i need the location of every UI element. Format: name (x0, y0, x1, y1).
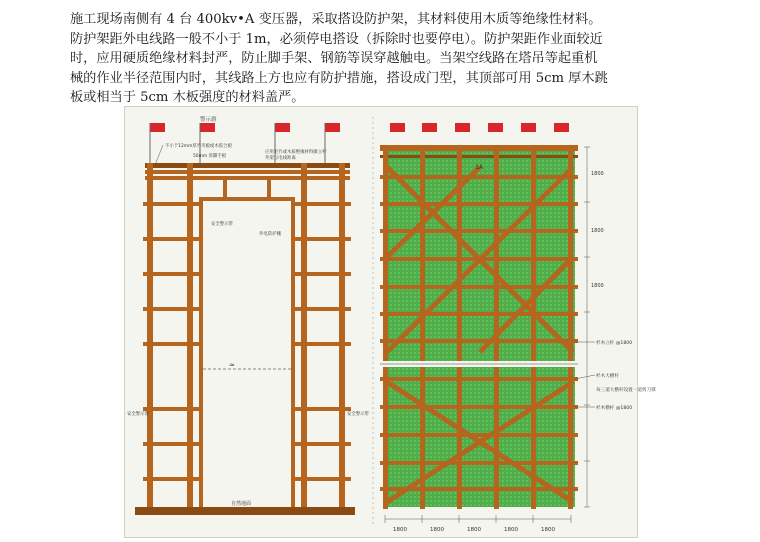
left-elevation-view (127, 115, 370, 515)
pole (147, 163, 153, 507)
ground-label: 自然地面 (231, 501, 252, 507)
warning-flag (275, 123, 290, 132)
dimension-label: 1800 (591, 228, 604, 234)
gate-beam (199, 197, 295, 201)
dimension-label: 1800 (541, 527, 555, 533)
warning-flag (390, 123, 405, 132)
warning-flag (521, 123, 536, 132)
pole (301, 163, 307, 507)
top-board (145, 170, 350, 174)
warning-flag (554, 123, 569, 132)
dimension-label: 1800 (430, 527, 444, 533)
scaffold-drawing (125, 107, 656, 537)
annotation: 杉木大横杆 (596, 374, 619, 379)
annotation: 外电防护棚 (259, 232, 281, 237)
warning-flag (200, 123, 215, 132)
warning-flags-left (150, 123, 340, 163)
intro-paragraph (70, 10, 710, 108)
paragraph-line: 时，应用硬质绝缘材料封严，防止脚手架、钢筋等误穿越触电。当架空线路在塔吊等起重机 (70, 51, 598, 67)
warning-flag (455, 123, 470, 132)
right-elevation-view (380, 123, 656, 533)
top-mark: 1A (475, 164, 483, 171)
annotation: 50mm 厚脚手板 (193, 154, 227, 159)
scaffold-protection-figure (124, 106, 656, 538)
annotation: 杉木立杆 @1800 (596, 341, 633, 346)
warning-flags-right (390, 123, 569, 132)
gate-post (199, 197, 203, 507)
annotation: 外架与电线距离 (265, 156, 296, 161)
annotation: 每三道大横杆设置一道剪刀撑 (596, 388, 656, 393)
paragraph-line: 械的作业半径范围内时，其线路上方也应有防护措施，搭设成门型，其顶部可用 5cm 厚木跳 (70, 70, 608, 86)
flag-label: 警示旗 (200, 117, 217, 123)
annotation: 应用毛竹或木质绝缘材料做立杆 (265, 150, 327, 155)
annotation: 安全警示带 (347, 412, 369, 417)
gate-post (291, 197, 295, 507)
paragraph-line: 防护架距外电线路一般不小于 1m，必须停电搭设（拆除时也要停电）。防护架距作业面较近 (70, 31, 603, 47)
dimension-label: 1800 (504, 527, 518, 533)
top-board (145, 163, 350, 168)
dimension-label: 1800 (467, 527, 481, 533)
ground-beam (135, 507, 355, 515)
pole (339, 163, 345, 507)
break-mark: ≈ (229, 361, 235, 369)
pole (187, 163, 193, 507)
annotation: 安全警示带 (211, 222, 233, 227)
top-board (145, 176, 350, 180)
dimension-label: 1800 (393, 527, 407, 533)
warning-flag (150, 123, 165, 132)
warning-flag (422, 123, 437, 132)
dimension-label: 1800 (591, 283, 604, 289)
annotation: 安全警示带 (127, 412, 149, 417)
paragraph-line: 板或相当于 5cm 木板强度的材料盖严。 (70, 90, 305, 106)
paragraph-line: 施工现场南侧有 4 台 400kv•A 变压器，采取搭设防护架，其材料使用木质等绝缘性材料。 (70, 12, 602, 27)
top-board (380, 145, 578, 151)
annotation: 不小于12mm厚竹夹板或木胶合板 (165, 144, 232, 149)
warning-flag (325, 123, 340, 132)
annotation: 杉木横杆 @1800 (596, 406, 633, 411)
dimension-label: 1800 (591, 171, 604, 177)
warning-flag (488, 123, 503, 132)
